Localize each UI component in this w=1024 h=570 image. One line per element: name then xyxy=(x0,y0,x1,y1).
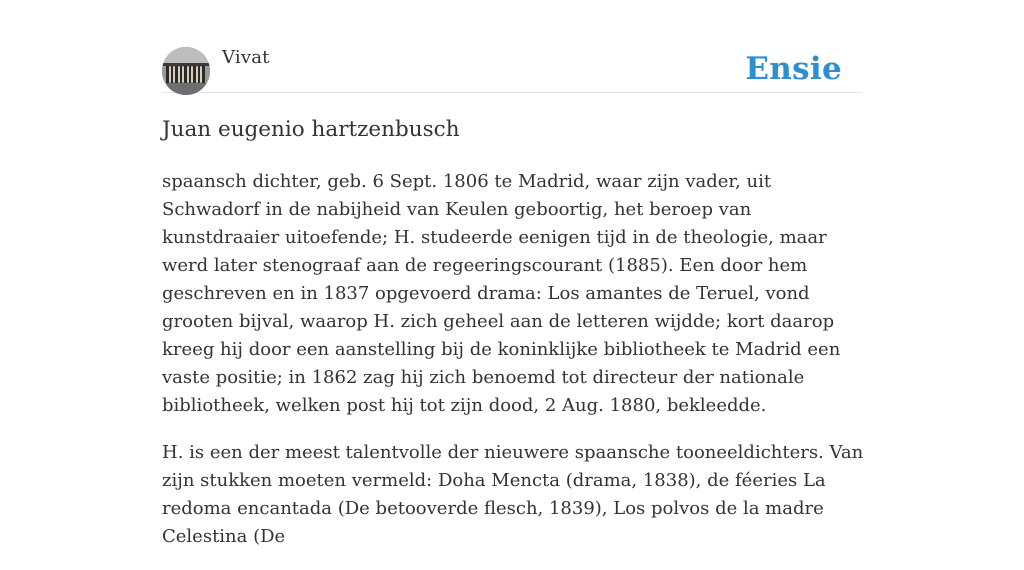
article-header xyxy=(162,0,862,93)
bookshelf-avatar-icon xyxy=(162,47,210,95)
article-container xyxy=(162,0,864,547)
source-avatar[interactable] xyxy=(162,47,210,95)
page-title: Juan eugenio hartzenbusch xyxy=(162,117,460,142)
source-name-link[interactable]: Vivat xyxy=(222,47,270,68)
article-paragraph: spaansch dichter, geb. 6 Sept. 1806 te Madrid, waar zijn vader, uit Schwadorf in de nabijheid van Keulen geboortig, het beroep van kunstdraaier uitoefende; H. studeerde eenigen tijd in de theologie, maar werd later stenograaf aan de regeeringscourant (1885). Een door hem geschreven en in 1837 opgevoerd drama: Los amantes de Teruel, vond grooten bijval, waarop H. zich geheel aan de letteren wijdde; kort daarop kreeg hij door een aanstelling bij de koninklijke bibliotheek te Madrid een vaste positie; in 1862 zag hij zich benoemd tot directeur der nationale bibliotheek, welken post hij tot zijn dood, 2 Aug. 1880, bekleedde. xyxy=(162,171,841,416)
article-body xyxy=(162,168,864,570)
article-paragraph: H. is een der meest talentvolle der nieuwere spaansche tooneeldichters. Van zijn stukken moeten vermeld: Doha Mencta (drama, 1838), de féeries La redoma encantada (De betooverde flesch, 1839), Los polvos de la madre Celestina (De xyxy=(162,442,864,547)
brand-logo[interactable]: Ensie xyxy=(745,51,842,87)
